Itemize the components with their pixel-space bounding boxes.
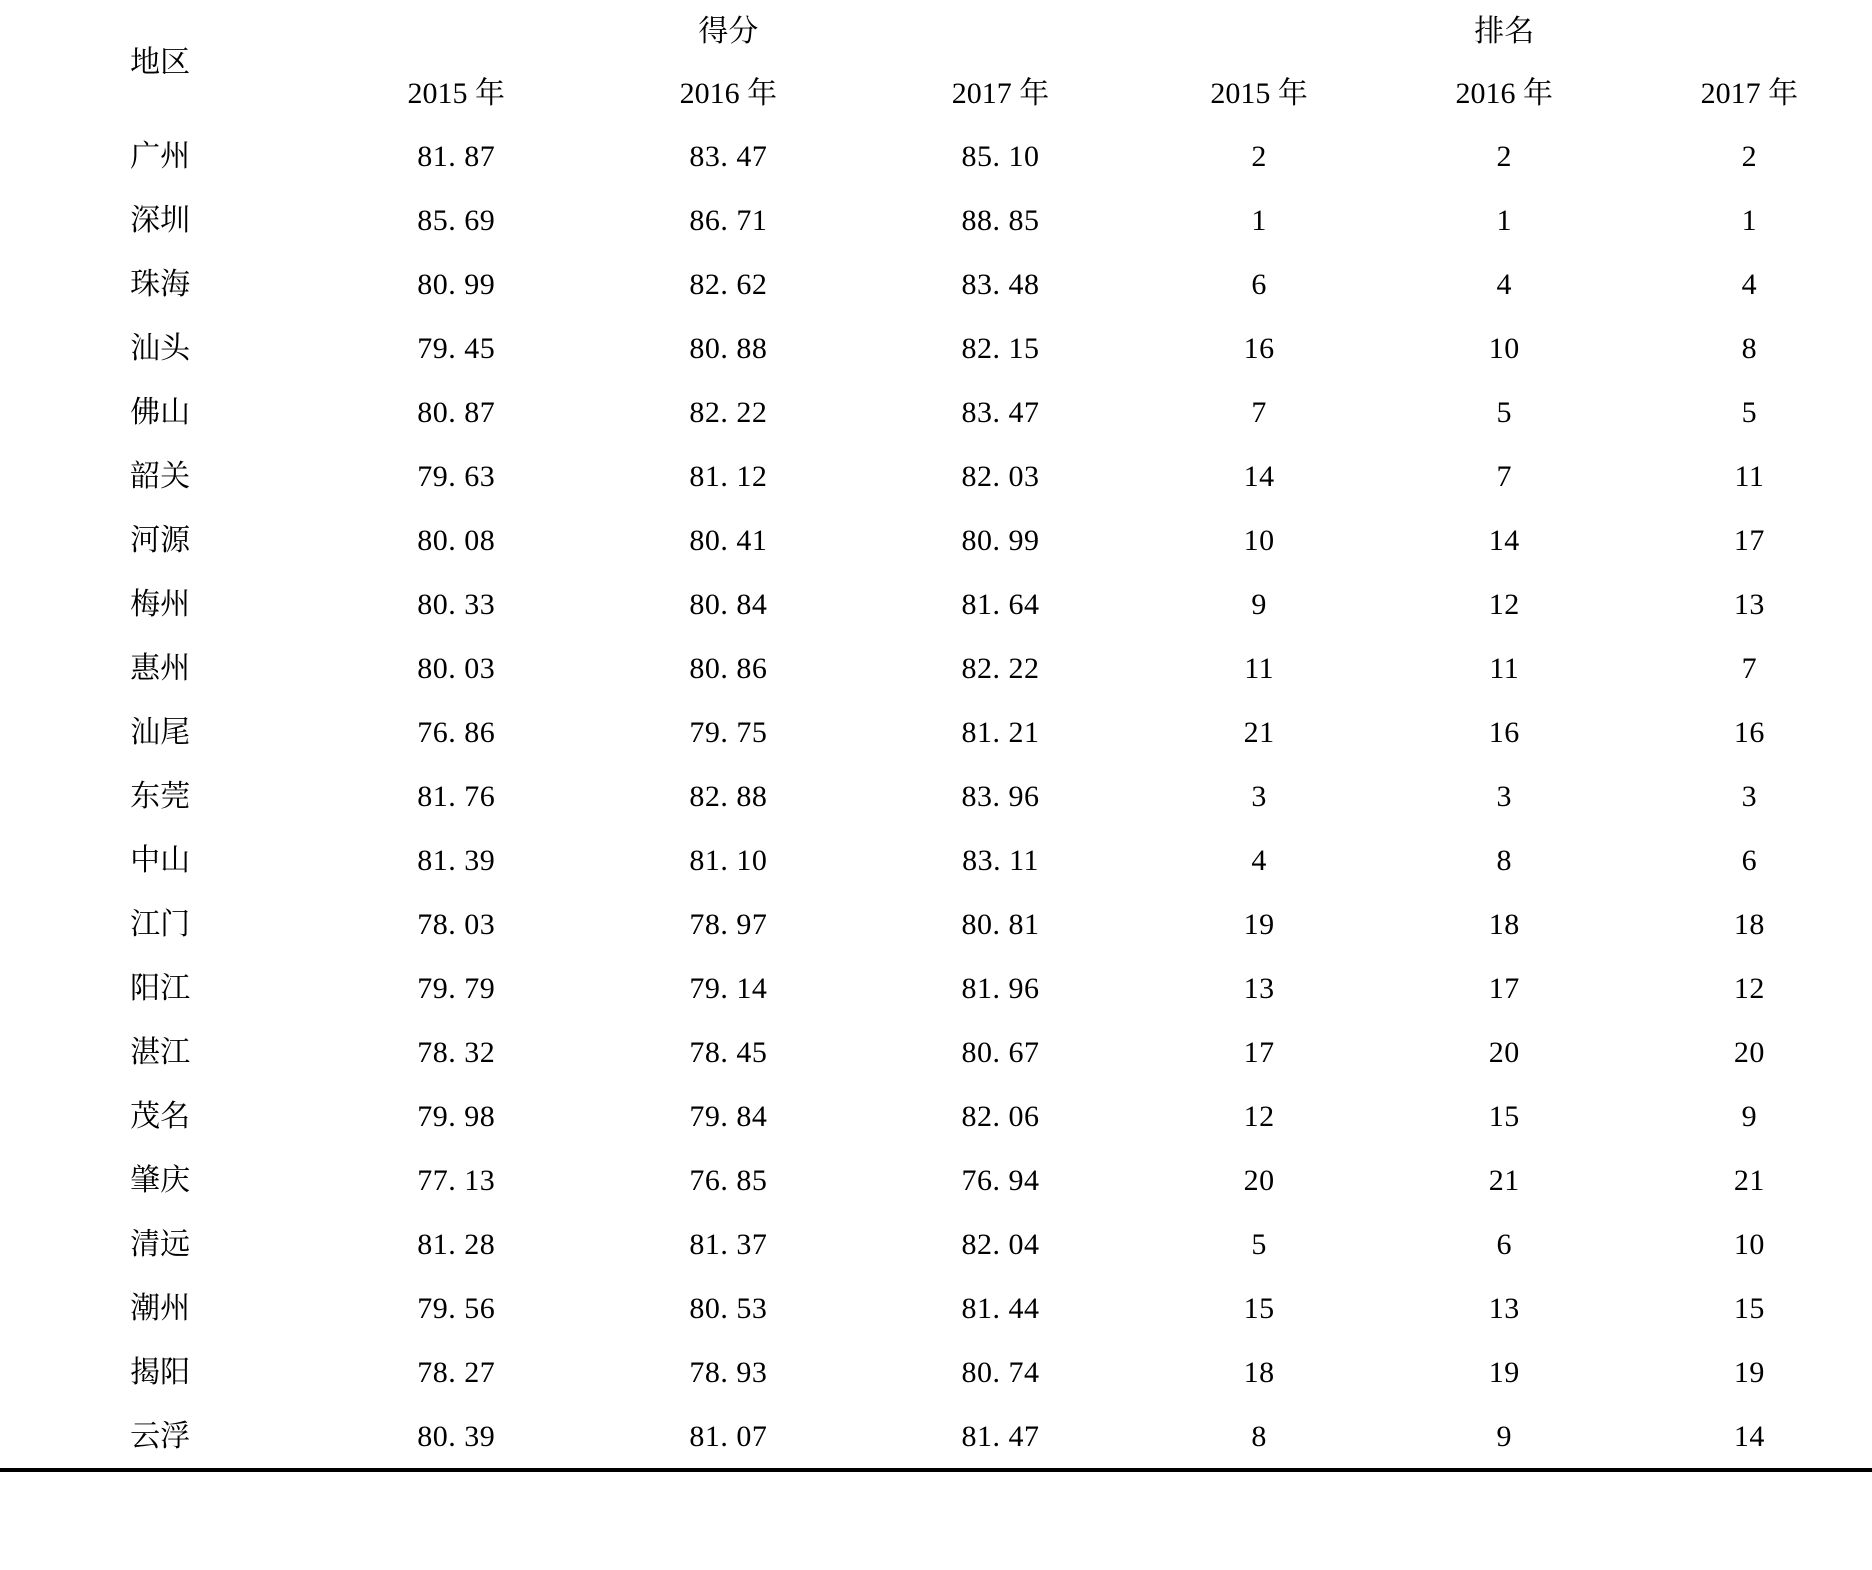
cell-rank-2017: 20: [1733, 1035, 1765, 1069]
cell-region: 云浮: [0, 1404, 320, 1470]
cell-score-2016: 80. 41: [689, 523, 768, 557]
cell-rank-2017: 11: [1734, 459, 1765, 493]
cell-score-2015: 80. 33: [417, 587, 496, 621]
cell-rank-2017: 10: [1733, 1227, 1765, 1261]
cell-score-2016: 80. 86: [689, 651, 768, 685]
cell-score-2016: 78. 45: [689, 1035, 768, 1069]
cell-rank-2015: 1: [1251, 203, 1267, 237]
column-header-score-2016: 2016 年: [679, 76, 778, 110]
cell-score-2015: 78. 27: [417, 1355, 496, 1389]
cell-region: 揭阳: [130, 1355, 191, 1389]
table-row: [0, 700, 1872, 764]
cell-score-2017: 81. 44: [961, 1291, 1040, 1325]
cell-region: 韶关: [130, 459, 191, 493]
column-header-rank-2015: 2015 年: [1210, 76, 1308, 110]
cell-score-2016: 81. 07: [592, 1404, 864, 1470]
cell-rank-2016: 13: [1488, 1291, 1520, 1325]
cell-score-2016: 81. 10: [689, 843, 768, 877]
cell-rank-2017: 13: [1733, 587, 1765, 621]
table-row: [0, 892, 1872, 956]
cell-region: 佛山: [130, 395, 191, 429]
cell-score-2015: 81. 87: [417, 139, 496, 173]
cell-rank-2015: 19: [1243, 907, 1275, 941]
cell-score-2017: 82. 06: [961, 1099, 1040, 1133]
cell-score-2017: 80. 74: [961, 1355, 1040, 1389]
cell-rank-2015: 16: [1243, 331, 1275, 365]
cell-score-2016: 79. 84: [689, 1099, 768, 1133]
cell-rank-2015: 18: [1243, 1355, 1275, 1389]
cell-score-2016: 76. 85: [689, 1163, 768, 1197]
cell-rank-2016: 14: [1488, 523, 1520, 557]
column-header-rank-2016: 2016 年: [1455, 76, 1554, 110]
cell-rank-2016: 12: [1488, 587, 1520, 621]
cell-rank-2016: 19: [1488, 1355, 1520, 1389]
cell-score-2015: 78. 03: [417, 907, 496, 941]
cell-score-2017: 88. 85: [961, 203, 1040, 237]
cell-region: 湛江: [130, 1035, 191, 1069]
cell-rank-2016: 6: [1496, 1227, 1513, 1261]
cell-rank-2016: 5: [1496, 395, 1513, 429]
cell-score-2016: 82. 62: [689, 267, 768, 301]
cell-rank-2016: 4: [1496, 267, 1513, 301]
cell-rank-2016: 16: [1488, 715, 1520, 749]
cell-rank-2017: 9: [1741, 1099, 1758, 1133]
cell-score-2017: 82. 22: [961, 651, 1040, 685]
cell-score-2017: 80. 67: [961, 1035, 1040, 1069]
cell-score-2015: 79. 79: [417, 971, 496, 1005]
cell-region: 肇庆: [130, 1163, 191, 1197]
cell-rank-2016: 10: [1488, 331, 1520, 365]
table-row: [0, 1084, 1872, 1148]
table-row: [0, 252, 1872, 316]
cell-rank-2015: 6: [1251, 267, 1267, 301]
cell-region: 梅州: [130, 587, 191, 621]
cell-score-2015: 81. 28: [417, 1227, 496, 1261]
table-row: [0, 444, 1872, 508]
column-group-header-rank: 排名: [1474, 14, 1535, 48]
cell-rank-2017: 2: [1741, 139, 1758, 173]
table-row: [0, 956, 1872, 1020]
cell-rank-2017: 5: [1741, 395, 1758, 429]
column-header-region: 地区: [130, 45, 191, 79]
cell-score-2015: 80. 08: [417, 523, 496, 557]
cell-rank-2015: 4: [1251, 843, 1267, 877]
cell-region: 广州: [130, 139, 191, 173]
cell-score-2015: 79. 45: [417, 331, 496, 365]
cell-score-2015: 79. 63: [417, 459, 496, 493]
cell-score-2017: 82. 04: [961, 1227, 1040, 1261]
cell-rank-2015: 2: [1251, 139, 1267, 173]
table-row: [0, 764, 1872, 828]
cell-region: 东莞: [130, 779, 191, 813]
cell-rank-2017: 18: [1733, 907, 1765, 941]
cell-score-2017: 81. 96: [961, 971, 1040, 1005]
cell-rank-2015: 21: [1243, 715, 1275, 749]
table-row: [0, 316, 1872, 380]
cell-score-2015: 81. 76: [417, 779, 496, 813]
cell-score-2015: 80. 39: [320, 1404, 592, 1470]
cell-score-2017: 80. 99: [961, 523, 1040, 557]
cell-region: 惠州: [130, 651, 191, 685]
cell-region: 中山: [130, 843, 191, 877]
cell-score-2016: 79. 75: [689, 715, 768, 749]
cell-score-2017: 83. 11: [962, 843, 1039, 877]
cell-score-2016: 79. 14: [689, 971, 768, 1005]
cell-rank-2016: 3: [1496, 779, 1513, 813]
cell-score-2017: 83. 96: [961, 779, 1040, 813]
table-row: [0, 508, 1872, 572]
cell-rank-2017: 3: [1741, 779, 1758, 813]
column-header-score-2017: 2017 年: [951, 76, 1050, 110]
cell-region: 珠海: [130, 267, 191, 301]
cell-score-2015: 85. 69: [417, 203, 496, 237]
table-body: [0, 124, 1872, 1470]
cell-rank-2015: 7: [1251, 395, 1267, 429]
cell-rank-2016: 21: [1488, 1163, 1520, 1197]
cell-rank-2015: 3: [1251, 779, 1267, 813]
column-header-rank-2017: 2017 年: [1700, 76, 1799, 110]
table-row: [0, 828, 1872, 892]
cell-rank-2017: 4: [1741, 267, 1758, 301]
table-row: [0, 636, 1872, 700]
cell-region: 清远: [130, 1227, 191, 1261]
cell-region: 深圳: [130, 203, 191, 237]
cell-score-2016: 86. 71: [689, 203, 768, 237]
cell-rank-2016: 20: [1488, 1035, 1520, 1069]
table-header: [0, 0, 1872, 124]
cell-rank-2017: 15: [1733, 1291, 1765, 1325]
cell-rank-2015: 14: [1243, 459, 1275, 493]
cell-score-2015: 78. 32: [417, 1035, 496, 1069]
cell-score-2016: 81. 37: [689, 1227, 768, 1261]
cell-rank-2015: 10: [1243, 523, 1275, 557]
cell-score-2015: 81. 39: [417, 843, 496, 877]
cell-rank-2017: 7: [1741, 651, 1758, 685]
cell-region: 汕头: [130, 331, 191, 365]
cell-rank-2016: 9: [1382, 1404, 1627, 1470]
cell-rank-2015: 20: [1243, 1163, 1275, 1197]
cell-score-2017: 83. 48: [961, 267, 1040, 301]
cell-rank-2016: 1: [1496, 203, 1513, 237]
cell-region: 茂名: [130, 1099, 191, 1133]
cell-score-2016: 80. 53: [689, 1291, 768, 1325]
cell-score-2015: 80. 03: [417, 651, 496, 685]
cell-rank-2016: 11: [1489, 651, 1520, 685]
cell-region: 江门: [130, 907, 191, 941]
table-row: [0, 1020, 1872, 1084]
table-row: [0, 380, 1872, 444]
cell-score-2015: 80. 99: [417, 267, 496, 301]
cell-rank-2015: 17: [1243, 1035, 1275, 1069]
cell-score-2017: 82. 03: [961, 459, 1040, 493]
table-row: [0, 188, 1872, 252]
column-header-score-2015: 2015 年: [407, 76, 505, 110]
cell-score-2016: 78. 97: [689, 907, 768, 941]
cell-score-2017: 81. 64: [961, 587, 1040, 621]
cell-rank-2016: 8: [1496, 843, 1513, 877]
column-group-header-score: 得分: [698, 14, 759, 48]
table-row: [0, 1404, 1872, 1470]
cell-score-2017: 82. 15: [961, 331, 1040, 365]
cell-score-2015: 80. 87: [417, 395, 496, 429]
cell-rank-2017: 14: [1627, 1404, 1872, 1470]
cell-score-2016: 80. 88: [689, 331, 768, 365]
cell-score-2015: 79. 56: [417, 1291, 496, 1325]
table-row: [0, 572, 1872, 636]
cell-score-2017: 83. 47: [961, 395, 1040, 429]
cell-rank-2015: 9: [1251, 587, 1267, 621]
cell-rank-2017: 12: [1733, 971, 1765, 1005]
cell-score-2016: 78. 93: [689, 1355, 768, 1389]
cell-region: 河源: [130, 523, 191, 557]
cell-rank-2015: 8: [1137, 1404, 1382, 1470]
cell-score-2016: 83. 47: [689, 139, 768, 173]
cell-region: 阳江: [130, 971, 191, 1005]
cell-score-2017: 76. 94: [961, 1163, 1040, 1197]
cell-rank-2015: 5: [1251, 1227, 1267, 1261]
cell-score-2015: 77. 13: [417, 1163, 496, 1197]
cell-rank-2017: 6: [1741, 843, 1758, 877]
cell-region: 潮州: [130, 1291, 191, 1325]
cell-rank-2016: 17: [1488, 971, 1520, 1005]
table-row: [0, 124, 1872, 188]
cell-rank-2015: 11: [1244, 651, 1275, 685]
table-row: [0, 1212, 1872, 1276]
cell-score-2016: 82. 88: [689, 779, 768, 813]
table-row: [0, 1340, 1872, 1404]
cell-rank-2016: 15: [1488, 1099, 1520, 1133]
header-row-groups: [0, 0, 1872, 62]
table-row: [0, 1148, 1872, 1212]
cell-rank-2017: 21: [1733, 1163, 1765, 1197]
cell-rank-2016: 7: [1496, 459, 1513, 493]
cell-rank-2017: 1: [1741, 203, 1758, 237]
cell-score-2016: 80. 84: [689, 587, 768, 621]
cell-rank-2016: 18: [1488, 907, 1520, 941]
cell-rank-2015: 15: [1243, 1291, 1275, 1325]
cell-score-2015: 79. 98: [417, 1099, 496, 1133]
cell-region: 汕尾: [130, 715, 191, 749]
cell-score-2017: 85. 10: [961, 139, 1040, 173]
cell-score-2017: 81. 47: [864, 1404, 1136, 1470]
cell-rank-2017: 17: [1733, 523, 1765, 557]
cell-score-2016: 81. 12: [689, 459, 768, 493]
cell-score-2017: 81. 21: [961, 715, 1040, 749]
cell-score-2017: 80. 81: [961, 907, 1040, 941]
cell-rank-2017: 16: [1733, 715, 1765, 749]
cell-score-2015: 76. 86: [417, 715, 496, 749]
cell-rank-2015: 13: [1243, 971, 1275, 1005]
cell-rank-2017: 8: [1741, 331, 1758, 365]
cell-rank-2017: 19: [1733, 1355, 1765, 1389]
table-row: [0, 1276, 1872, 1340]
cell-score-2016: 82. 22: [689, 395, 768, 429]
cell-rank-2015: 12: [1243, 1099, 1275, 1133]
cell-rank-2016: 2: [1496, 139, 1513, 173]
